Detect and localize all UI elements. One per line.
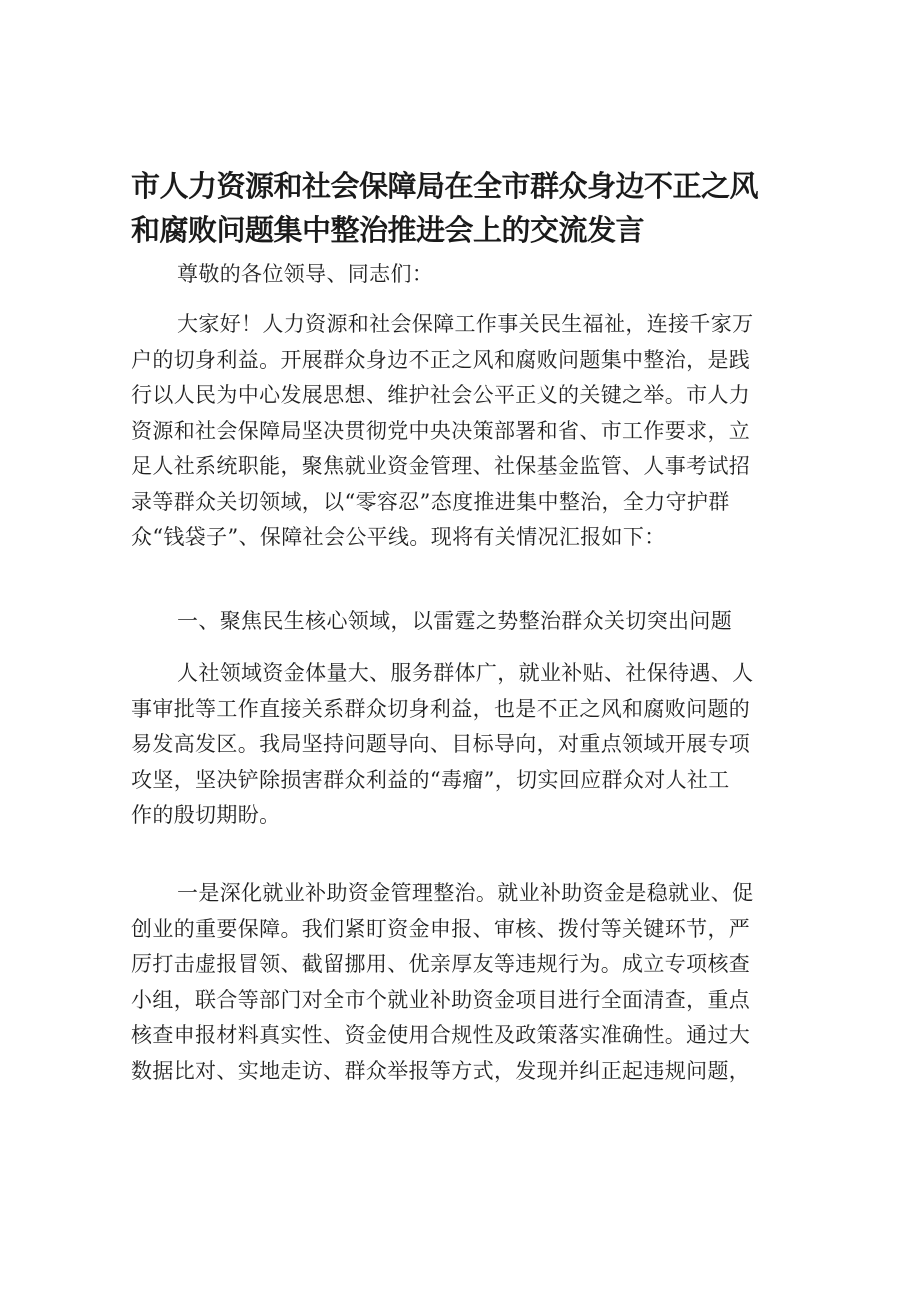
greeting-paragraph: [131, 257, 795, 293]
heading-line: 一、聚焦民生核心领域，以雷霆之势整治群众关切突出问题: [177, 609, 733, 633]
greeting-line: 尊敬的各位领导、同志们：: [177, 262, 434, 286]
section-1-paragraph: [131, 656, 795, 834]
paragraph-line: 厉打击虚报冒领、截留挪用、优亲厚友等违规行为。成立专项核查: [131, 952, 751, 976]
paragraph-line: 众“钱袋子”、保障社会公平线。现将有关情况汇报如下：: [131, 525, 666, 549]
paragraph-line: 一是深化就业补助资金管理整治。就业补助资金是稳就业、促: [177, 881, 754, 905]
title-line: 市人力资源和社会保障局在全市群众身边不正之风: [131, 169, 759, 203]
intro-paragraph: [131, 307, 795, 556]
paragraph-line: 足人社系统职能，聚焦就业资金管理、社保基金监管、人事考试招: [131, 454, 751, 478]
paragraph-line: 作的殷切期盼。: [131, 803, 281, 827]
paragraph-line: 小组，联合等部门对全市个就业补助资金项目进行全面清查，重点: [131, 987, 751, 1012]
section-2-paragraph: [131, 876, 795, 1089]
paragraph-line: 行以人民为中心发展思想、维护社会公平正义的关键之举。市人力: [131, 383, 751, 407]
paragraph-line: 攻坚，坚决铲除损害群众利益的“毒瘤”，切实回应群众对人社工: [131, 767, 730, 792]
document-title: [131, 164, 801, 252]
paragraph-line: 创业的重要保障。我们紧盯资金申报、审核、拨付等关键环节，严: [131, 916, 751, 941]
paragraph-line: 大家好！人力资源和社会保障工作事关民生福祉，连接千家万: [177, 312, 754, 336]
paragraph-line: 资源和社会保障局坚决贯彻党中央决策部署和省、市工作要求，立: [131, 418, 751, 443]
paragraph-line: 事审批等工作直接关系群众切身利益，也是不正之风和腐败问题的: [131, 696, 751, 721]
paragraph-line: 户的切身利益。开展群众身边不正之风和腐败问题集中整治，是践: [131, 347, 751, 372]
paragraph-line: 录等群众关切领域，以“零容忍”态度推进集中整治，全力守护群: [131, 489, 730, 514]
title-line: 和腐败问题集中整治推进会上的交流发言: [131, 213, 645, 247]
paragraph-line: 数据比对、实地走访、群众举报等方式，发现并纠正起违规问题，: [131, 1058, 751, 1083]
paragraph-line: 核查申报材料真实性、资金使用合规性及政策落实准确性。通过大: [131, 1023, 751, 1047]
paragraph-line: 易发高发区。我局坚持问题导向、目标导向，对重点领域开展专项: [131, 732, 751, 756]
section-heading-1: [131, 604, 795, 640]
paragraph-line: 人社领域资金体量大、服务群体广，就业补贴、社保待遇、人: [177, 661, 754, 685]
